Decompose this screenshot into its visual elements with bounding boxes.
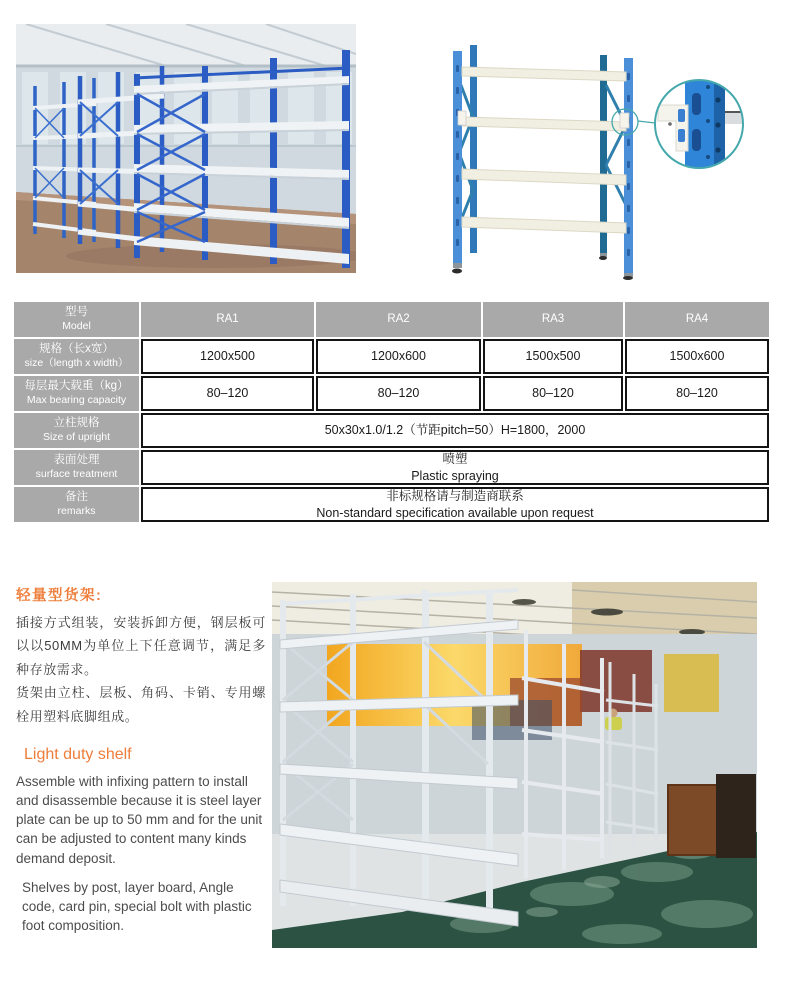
table-label-capacity: 每层最大载重（kg） Max bearing capacity: [14, 376, 139, 411]
en-paragraph-2: Shelves by post, layer board, Angle code, card pin, special bolt with plastic foot composition.: [22, 879, 252, 934]
table-header-ra3: RA3: [483, 302, 623, 337]
header-model-en: Model: [62, 320, 91, 333]
en-paragraph-1: Assemble with infixing pattern to install and disassemble because it is steel layer plate can be up to 50 mm and for the unit can be adjusted to content many kinds demand deposit.: [16, 773, 263, 866]
table-label-remarks: 备注 remarks: [14, 487, 139, 522]
table-header-ra2: RA2: [316, 302, 481, 337]
wood-cabinet: [668, 785, 722, 855]
capacity-ra2: 80–120: [316, 376, 481, 411]
dark-chair: [716, 774, 756, 858]
capacity-ra3: 80–120: [483, 376, 623, 411]
table-header-ra4: RA4: [625, 302, 769, 337]
table-label-size: 规格（长x宽） size（length x width）: [14, 339, 139, 374]
cn-paragraph-1: 插接方式组装，安装拆卸方便，钢层板可以以50MM为单位上下任意调节，满足多种存放需求。: [16, 615, 266, 677]
size-ra2: 1200x600: [316, 339, 481, 374]
header-model-cn: 型号: [65, 306, 88, 319]
table-label-surface: 表面处理 surface treatment: [14, 450, 139, 485]
ceiling-fan: [591, 609, 623, 616]
warehouse-blue-racks-photo: [16, 24, 356, 273]
en-section-title: Light duty shelf: [24, 745, 132, 763]
table-header-model: [14, 302, 139, 337]
factory-photo-art: [272, 582, 757, 948]
yellow-curtain: [664, 654, 719, 712]
warehouse-photo-art: [16, 24, 356, 273]
upright-spec-value: 50x30x1.0/1.2（节距pitch=50）H=1800，2000: [141, 413, 769, 448]
spec-table: [14, 302, 769, 522]
size-ra3: 1500x500: [483, 339, 623, 374]
size-ra4: 1500x600: [625, 339, 769, 374]
cn-section-title: 轻量型货架:: [16, 588, 103, 604]
size-ra1: 1200x500: [141, 339, 314, 374]
cn-paragraph-2: 货架由立柱、层板、角码、卡销、专用螺栓用塑料底脚组成。: [16, 685, 266, 724]
rack-render-art: [428, 25, 778, 280]
table-label-upright: 立柱规格 Size of upright: [14, 413, 139, 448]
capacity-ra1: 80–120: [141, 376, 314, 411]
table-header-ra1: RA1: [141, 302, 314, 337]
capacity-ra4: 80–120: [625, 376, 769, 411]
surface-treatment-value: 喷塑 Plastic spraying: [141, 450, 769, 485]
product-description: [16, 584, 266, 945]
factory-white-racks-photo: [272, 582, 757, 948]
remarks-value: 非标规格请与制造商联系 Non-standard specification available upon request: [141, 487, 769, 522]
rack-product-render: [428, 25, 778, 280]
